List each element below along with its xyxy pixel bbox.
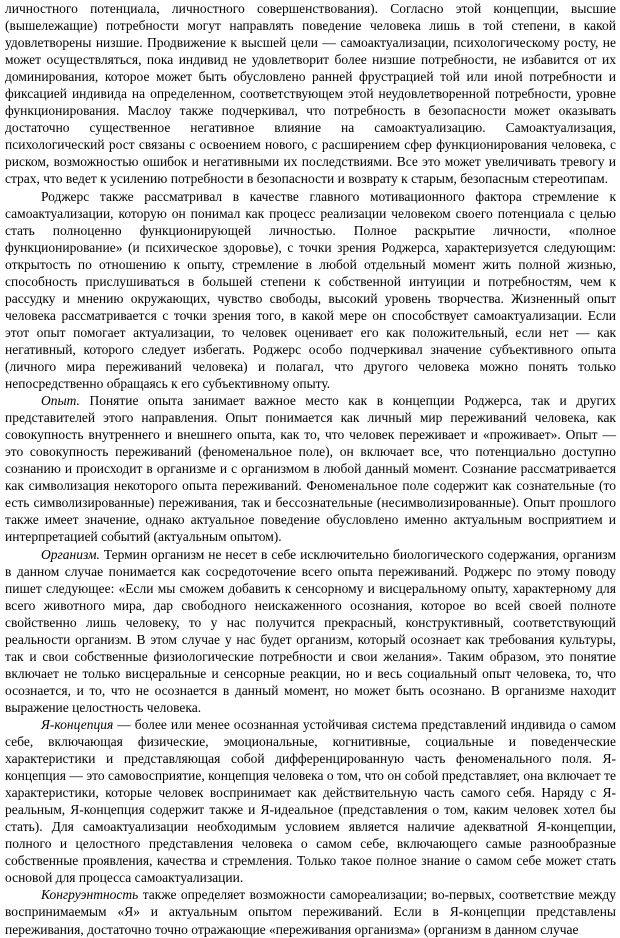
paragraph-text: Термин организм не несет в себе исключительно биологического содержания, организм в данном случае понимается как сосредоточение всего опыта переживаний. Роджерс по этому поводу пишет следующее: «Если мы сможем добавить к сенсорному и висцеральному опыту, характерному для всего животного мира, дар свободного неискаженного осознания, которое во всей своей полноте свойственно лишь человеку, то у нас получится прекрасный, конструктивный, соответствующий реальности организм. В этом случае у нас будет организм, который осознает как требования культуры, так и свои собственные физиологические потребности и свои желания». Таким образом, это понятие включает не только висцеральные и сенсорные реакции, но и весь социальный опыт человека, то, что осознается, и то, что не осознается в данный момент, но может быть осознано. В организме находит выражение целостность человека.	[5, 546, 616, 715]
paragraph-text: Роджерс также рассматривал в качестве главного мотивационного фактора стремление к самоактуализации, которую он понимал как процесс реализации человеком своего потенциала с целью стать полноценно функционирующей личностью. Полное раскрытие личности, «полное функционирование» (и психическое здоровье), с точки зрения Роджерса, характеризуется следующим: открытость по отношению к опыту, стремление в любой отдельный момент жить полной жизнью, способность прислушиваться в большей степени к собственной интуиции и потребностям, чем к рассудку и мнению окружающих, чувство свободы, высокий уровень творчества. Жизненный опыт человека рассматривается с точки зрения того, в какой мере он способствует самоактуализации. Если этот опыт помогает актуализации, то человек оценивает его как положительный, если нет — как негативный, которого следует избегать. Роджерс особо подчеркивал значение субъективного опыта (личного мира переживаний человека) и полагал, что другого человека можно понять только непосредственно обращаясь к его субъективному опыту.	[5, 188, 616, 392]
term-self-concept: Я-концепция	[41, 716, 114, 732]
paragraph-experience	[5, 392, 616, 545]
paragraph-text: личностного потенциала, личностного совершенствования). Согласно этой концепции, высшие (вышележащие) потребности могут направлять поведение человека лишь в той степени, в какой удовлетворены низшие. Продвижение к высшей цели — самоактуализации, психологическому росту, не может осуществляться, пока индивид не удовлетворит более низшие потребности, не избавится от их доминирования, которое может быть обусловлено ранней фрустрацией той или иной потребности и фиксацией индивида на определенном, соответствующем этой неудовлетворенной потребности, уровне функционирования. Маслоу также подчеркивал, что потребность в безопасности может оказывать достаточно существенное негативное влияние на самоактуализацию. Самоактуализация, психологический рост связаны с освоением нового, с расширением сфер функционирования человека, с риском, возможностью ошибок и негативными их последствиями. Все это может увеличивать тревогу и страх, что ведет к усилению потребности в безопасности и возврату к старым, безопасным стереотипам.	[5, 1, 616, 187]
term-experience: Опыт.	[41, 393, 80, 409]
paragraph-text: Понятие опыта занимает важное место как в концепции Роджерса, так и других представителей этого направления. Опыт понимается как личный мир переживаний человека, как совокупность внутреннего и внешнего опыта, как то, что человек переживает и «проживает». Опыт — это совокупность переживаний (феноменальное поле), он включает все, что потенциально доступно сознанию и происходит в организме и с организмом в любой данный момент. Сознание рассматривается как символизация некоторого опыта переживаний. Феноменальное поле содержит как сознательные (то есть символизированные) переживания, так и бессознательные (несимволизированные). Опыт прошлого также имеет значение, однако актуальное поведение обусловлено именно актуальным восприятием и интерпретацией событий (актуальным опытом).	[5, 393, 616, 545]
term-organism: Организм.	[41, 546, 100, 562]
paragraph-self-concept	[5, 716, 616, 886]
paragraph-text: — более или менее осознанная устойчивая система представлений индивида о самом себе, включающая физические, эмоциональные, когнитивные, социальные и поведенческие характеристики и представляющая собой дифференцированную часть феноменального поля. Я-концепция — это самовосприятие, концепция человека о том, что он собой представляет, она включает те характеристики, которые человек воспринимает как действительную часть самого себя. Наряду с Я-реальным, Я-концепция содержит также и Я-идеальное (представления о том, каким человек хотел бы стать). Для самоактуализации необходимым условием является наличие адекватной Я-концепции, полного и целостного представления человека о самом себе, включающего самые разнообразные собственные проявления, качества и стремления. Только такое полное знание о самом себе может стать основой для процесса самоактуализации.	[5, 716, 616, 886]
paragraph-text: также определяет возможности самореализации; во-первых, соответствие между воспринимаемым «Я» и актуальным опытом переживаний. Если в Я-концепции представлены переживания, достаточно точно отражающие «переживания организма» (организм в данном случае	[5, 887, 616, 937]
term-congruence: Конгруэнтность	[41, 887, 139, 903]
paragraph-congruence	[5, 886, 616, 937]
paragraph-rogers-self-actualization	[5, 188, 616, 393]
paragraph-maslow-continuation	[5, 0, 616, 188]
paragraph-organism	[5, 546, 616, 716]
